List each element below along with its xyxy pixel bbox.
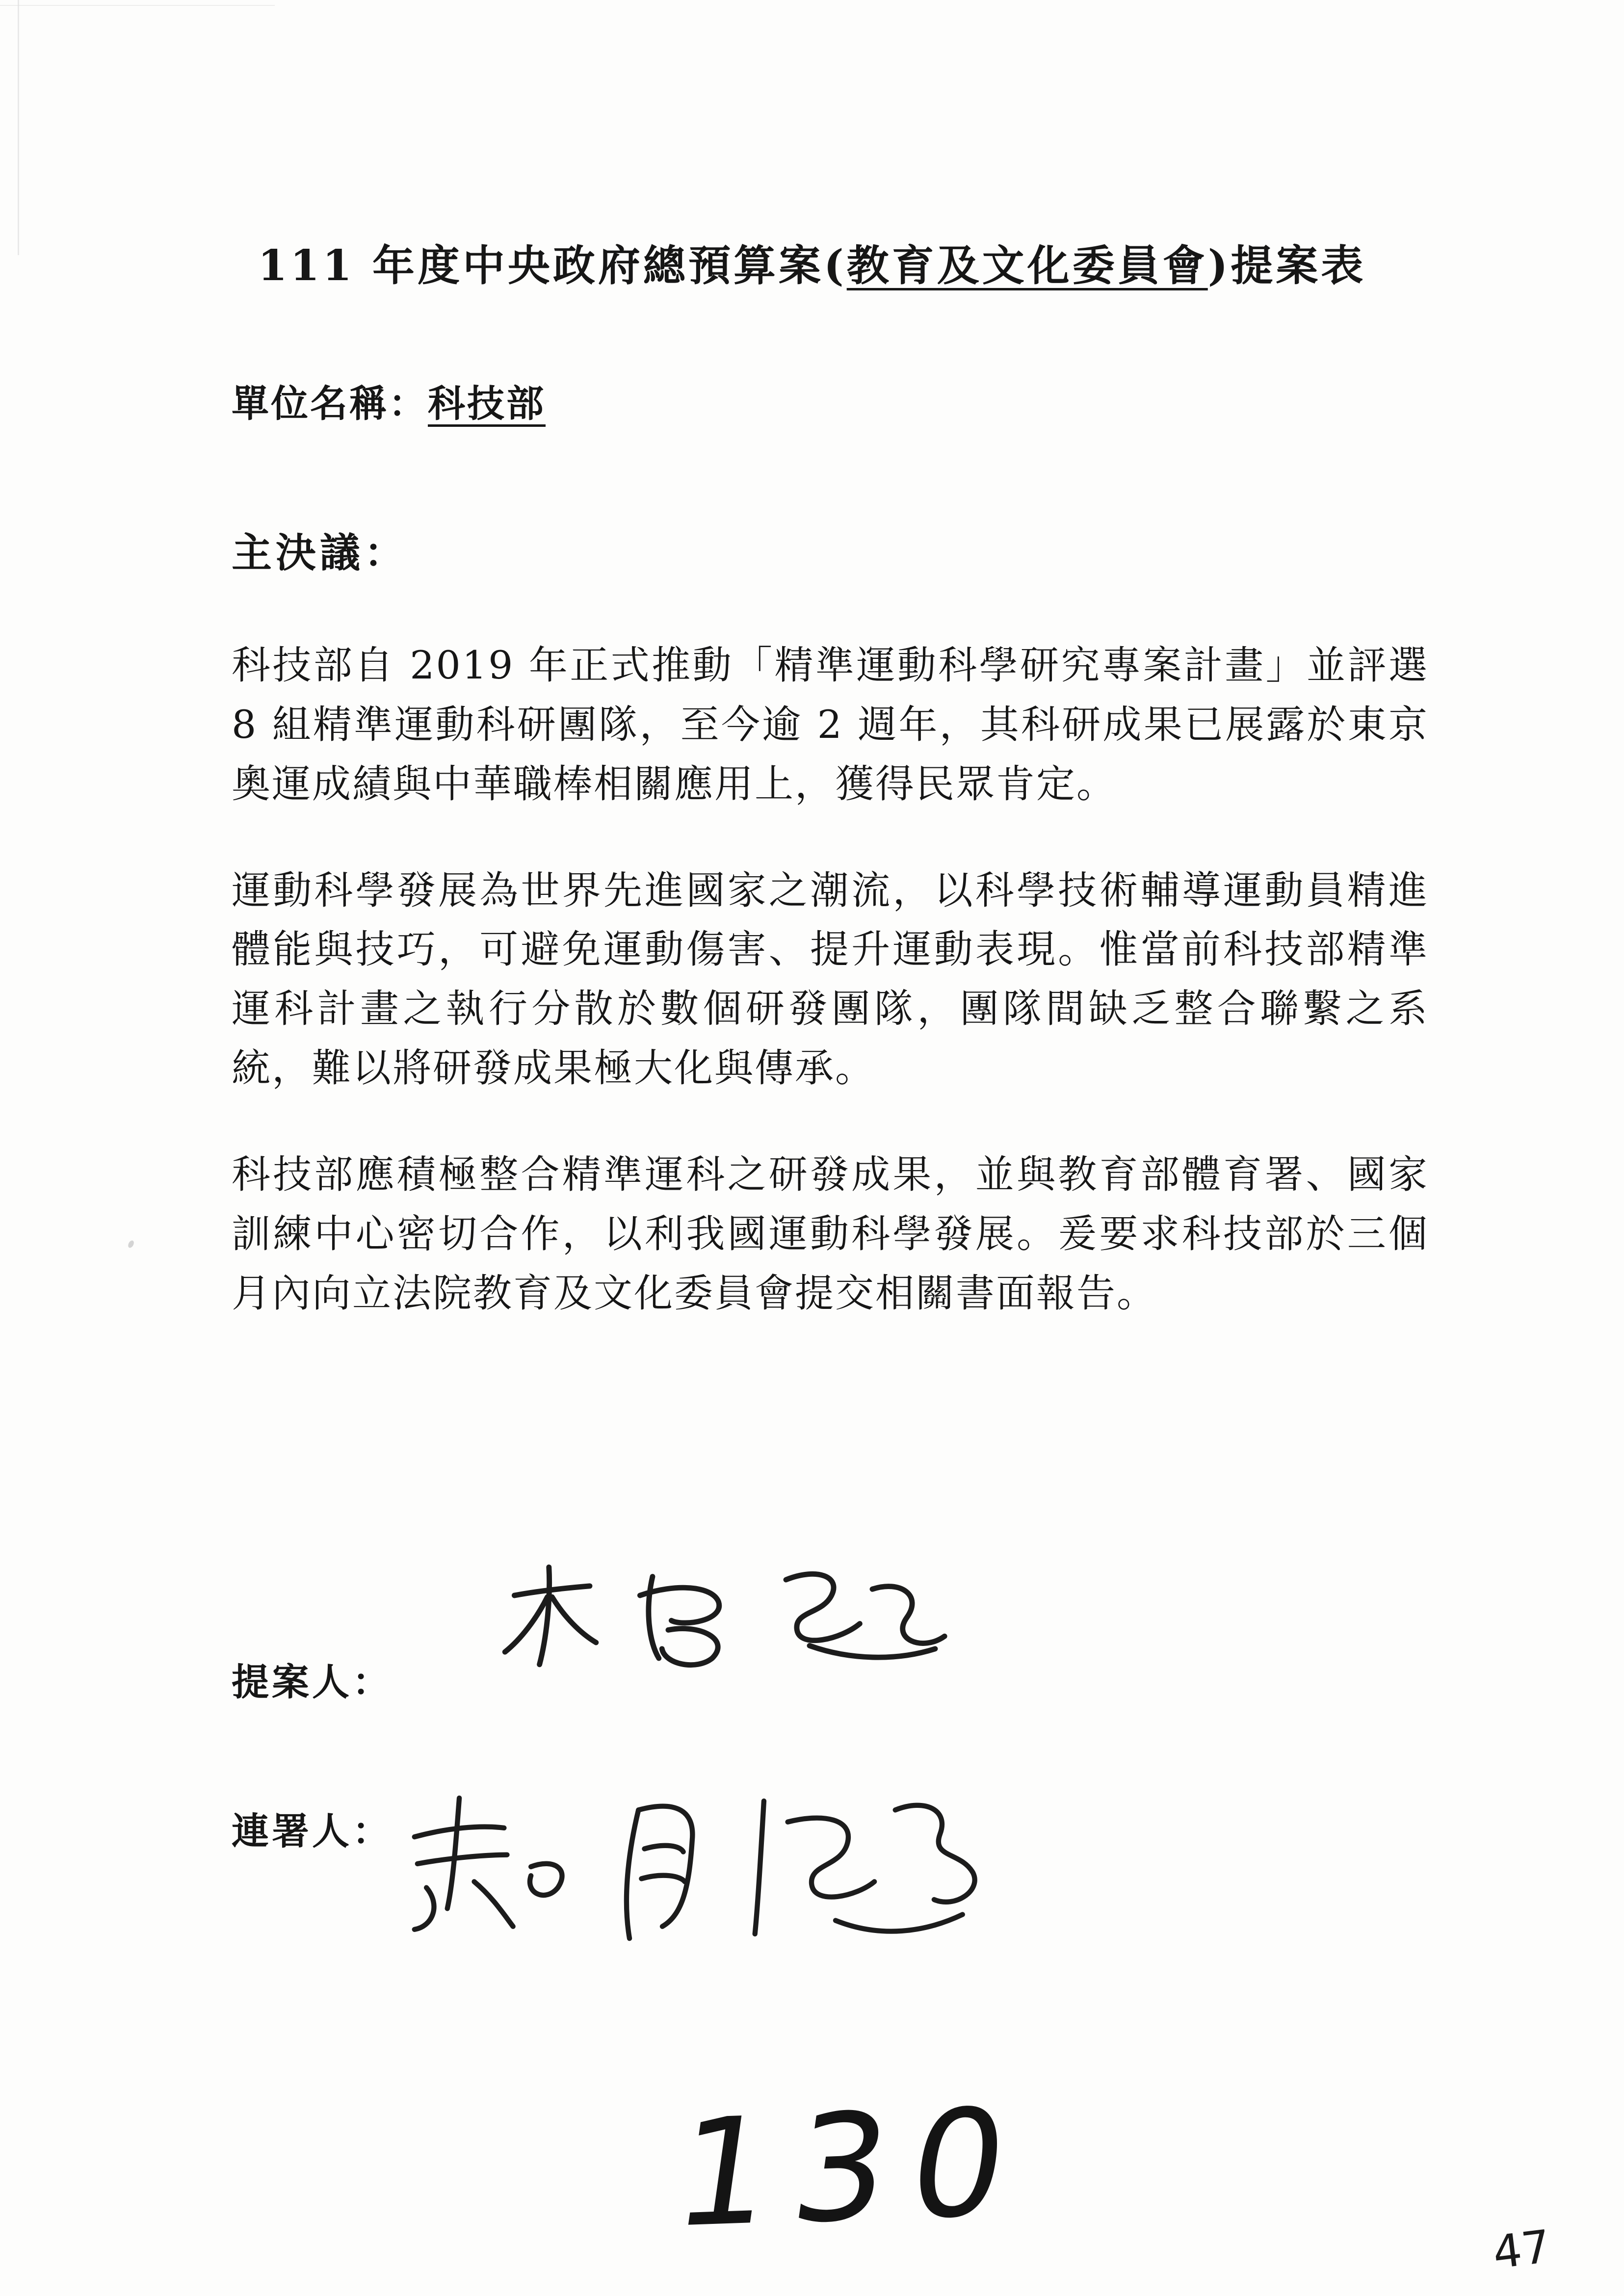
resolution-heading: 主決議：: [232, 529, 409, 576]
proposer-label: 提案人：: [232, 1660, 393, 1704]
proposer-signature: [496, 1545, 967, 1693]
handwritten-count-number: 130: [665, 2076, 1041, 2261]
resolution-paragraph-1: 科技部自 2019 年正式推動「精準運動科學研究專案計畫」並評選 8 組精準運動科研團隊，至今逾 2 週年，其科研成果已展露於東京奧運成績與中華職棒相關應用上，獲得民眾肯定。: [232, 643, 1429, 807]
title-suffix: )提案表: [1207, 241, 1366, 290]
cosigner-label: 連署人：: [232, 1809, 393, 1853]
cosigner-signature-strokes: [388, 1776, 1074, 1957]
resolution-paragraph-2: 運動科學發展為世界先進國家之潮流，以科學技術輔導運動員精進體能與技巧，可避免運動傷害、提升運動表現。惟當前科技部精準運科計畫之執行分散於數個研發團隊，團隊間缺乏整合聯繫之系統，難以將研發成果極大化與傳承。: [232, 867, 1429, 1091]
handwritten-page-number: 47: [1490, 2220, 1554, 2279]
scan-artifact-left-edge: [18, 0, 19, 255]
resolution-body: [232, 636, 1429, 1370]
title-prefix: 111 年度中央政府總預算案(: [258, 241, 847, 290]
proposer-signature-strokes: [496, 1545, 967, 1693]
title-committee-underlined: 教育及文化委員會: [846, 241, 1208, 290]
unit-name-line: [232, 374, 546, 427]
cosigner-signatures: [388, 1776, 1074, 1957]
document-title: [0, 232, 1624, 292]
resolution-paragraph-3: 科技部應積極整合精準運科之研發成果，並與教育部體育署、國家訓練中心密切合作，以利我國運動科學發展。爰要求科技部於三個月內向立法院教育及文化委員會提交相關書面報告。: [232, 1152, 1429, 1316]
unit-name-label: 單位名稱：: [232, 382, 428, 425]
unit-name-value: 科技部: [428, 382, 546, 425]
scan-artifact-top-edge: [0, 5, 275, 6]
scan-artifact-speck: [127, 1240, 135, 1249]
